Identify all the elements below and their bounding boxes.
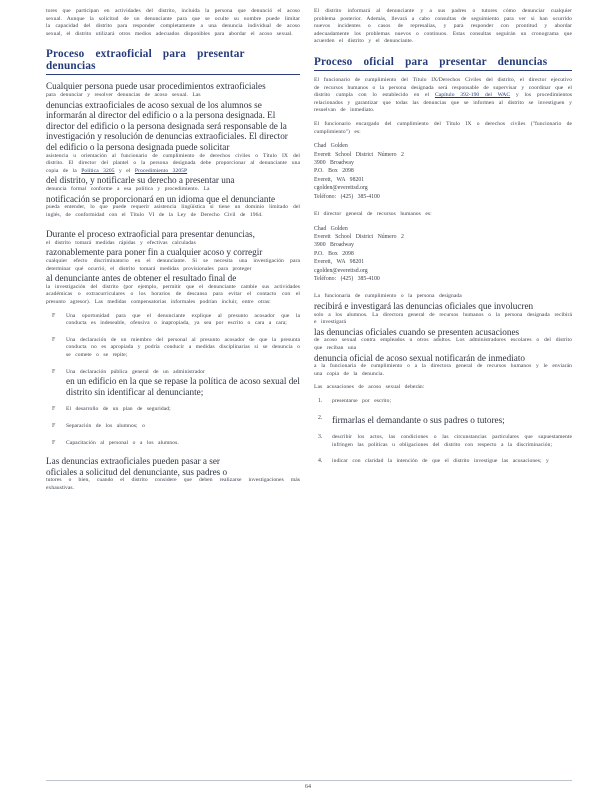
list-item: F Capacitación al personal o a los alumnos. xyxy=(52,439,179,446)
page-number: 64 xyxy=(305,784,311,790)
informal-p1-line: Cualquier persona puede usar procedimientos extraoficiales xyxy=(46,81,266,92)
allegation-requirements-list xyxy=(314,398,572,466)
informal-p2-small2: cualquier efecto discriminatorio en el denunciante. Si se necesita una investigación para determinar qué ocurrió, el distrito tomará medidas provisionales para proteger xyxy=(46,258,300,272)
contact-pobox: P.O. Box 2098 xyxy=(314,168,354,175)
list-item: 4. indicar con claridad la intención de que el distrito investigue las acusaciones; y xyxy=(318,458,549,465)
bullet-marker: F xyxy=(52,406,56,413)
list-item: F Una declaración pública general de un administrador en un edificio en la que se repase la política de acoso sexual del distrito sin identificar al denunciante; xyxy=(52,368,300,397)
list-item: F Una oportunidad para que el denunciante explique al presunto acosador que la conducta es indeseable, ofensiva o inapropiada, ya sea por escrito o cara a cara; xyxy=(52,312,300,327)
list-item: F Separación de los alumnos; o xyxy=(52,422,145,429)
formal-q4-small3: de acoso sexual contra empleados u otros adultos. Los administradores escolares o del distrito que reciban una xyxy=(314,337,572,351)
contact-block-compliance xyxy=(314,142,572,201)
heading-rule xyxy=(314,70,572,71)
list-item: 1. presentarse por escrito; xyxy=(318,397,392,404)
formal-q1: El funcionario de cumplimiento del Título IX/Derechos Civiles del distrito, el director ejecutivo de recursos humanos o la persona designada será responsable de supervisar y coordinar que el distrito cumpla con lo establecido en el Capítulo 392-190 del WAC y los procedimientos relacionados y garantizar que todas las denuncias que se informen al distrito se investiguen y resuelvan de inmediato. xyxy=(314,76,573,114)
bullet-marker: F xyxy=(52,368,56,375)
left-column xyxy=(46,8,300,493)
list-number: 4. xyxy=(318,458,323,465)
informal-p1-small-3: denuncia formal conforme a esa política y procedimiento. La xyxy=(46,185,210,192)
formal-q4-small2: solo a los alumnos. La directora general de recursos humanos o la persona designada recibirá e investigará xyxy=(314,311,572,326)
formal-process-heading: Proceso oficial para presentar denuncias xyxy=(314,55,548,68)
informal-measures-list xyxy=(46,313,300,448)
formal-q4-large2: las denuncias oficiales cuando se presenten acusaciones xyxy=(314,326,520,337)
list-number: 3. xyxy=(318,434,323,441)
contact-email[interactable]: cgolden@everettsd.org xyxy=(314,267,368,274)
formal-q4-large1: recibirá e investigará las denuncias oficiales que involucren xyxy=(314,301,534,311)
procedure-3205p-link[interactable]: Procedimiento 3205P xyxy=(134,167,188,174)
contact-phone: Teléfono: (425) 385-4100 xyxy=(314,193,380,200)
formal-q2: El funcionario encargado del cumplimiento del Título IX o derechos civiles ("funcionario de cumplimiento") es: xyxy=(314,120,572,135)
informal-p1-large-2: del distrito, y notificarle su derecho a presentar una xyxy=(46,175,235,186)
informal-p2-line2: razonablemente para poner fin a cualquier acoso y corregir xyxy=(46,247,263,258)
formal-q4-small4: a la funcionaria de cumplimiento o a la directora general de recursos humanos y le enviarán una copia de la denuncia. xyxy=(314,363,572,377)
right-column xyxy=(314,8,572,475)
right-intro-paragraph: El distrito informará al denunciante y a sus padres o tutores cómo denunciar cualquier problema posterior. Además, llevará a cabo consultas de seguimiento para ver si han ocurrido nuevos incidentes o casos de represalias, y para responder con prontitud y abordar adecuadamente los problemas nuevos o continuos. Estas consultas seguirán un cronograma que acuerden el distrito y el denunciante. xyxy=(314,8,572,45)
contact-city: Everett, WA 98201 xyxy=(314,259,365,266)
informal-p1-small-4: pueda entender, lo que puede requerir asistencia lingüística si tiene un dominio limitado del inglés, de conformidad con el Título VI de la Ley de Derecho Civil de 1964. xyxy=(46,204,300,218)
contact-city: Everett, WA 98201 xyxy=(314,176,365,183)
contact-pobox: P.O. Box 2098 xyxy=(314,250,354,257)
bullet-marker: F xyxy=(52,336,56,343)
contact-org: Everett School District Número 2 xyxy=(314,151,404,158)
informal-p3-line2: oficiales a solicitud del denunciante, sus padres o xyxy=(46,466,228,477)
bullet-marker: F xyxy=(52,312,56,319)
formal-q4-large3: denuncia oficial de acoso sexual notificarán de inmediato xyxy=(314,352,525,363)
policy-3205-link[interactable]: Política 3205 xyxy=(81,167,115,174)
list-item: F El desarrollo de un plan de seguridad; xyxy=(52,406,171,413)
contact-phone: Teléfono: (425) 385-4100 xyxy=(314,276,380,282)
informal-p1-large: denuncias extraoficiales de acoso sexual de los alumnos se informarán al director del edificio o a la persona designada. El director del edificio o la persona designada será responsable de la investigación y resolución de denuncias extraoficiales. El director del edificio o la persona designada puede solicitar xyxy=(46,99,288,152)
list-item: 2. firmarlas el demandante o sus padres o tutores; xyxy=(318,414,505,425)
list-item: F Una declaración de un miembro del personal al presunto acosador de que la presunta conducta no es apropiada y podría conducir a medidas disciplinarias si se denuncia o se comete o se repite; xyxy=(52,336,300,358)
heading-rule xyxy=(46,74,300,75)
contact-street: 3900 Broadway xyxy=(314,159,354,166)
contact-name: Chad Golden xyxy=(314,225,348,232)
contact-name: Chad Golden xyxy=(314,143,348,150)
informal-p3-line1: Las denuncias extraoficiales pueden pasar a ser xyxy=(46,456,220,467)
informal-p1-small: para denunciar y resolver denuncias de acoso sexual. Las xyxy=(46,91,201,98)
bullet-marker: F xyxy=(52,439,56,446)
informal-p2-line3: al denunciante antes de obtener el resultado final de xyxy=(46,273,237,284)
bullet-marker: F xyxy=(52,422,56,429)
formal-q3: El director general de recursos humanos es: xyxy=(314,210,432,217)
informal-p2-small3: la investigación del distrito (por ejemplo, permitir que el denunciante cambie sus actividades académicas o extracurriculares o los horarios de descanso para evitar el contacto con el presunto agresor). Las medidas compensatorias informales podrían incluir, entre otras: xyxy=(46,283,300,306)
informal-process-heading: Proceso extraoficial para presentar denuncias xyxy=(46,48,245,73)
informal-p2-line1: Durante el proceso extraoficial para presentar denuncias, xyxy=(46,229,255,240)
contact-email[interactable]: cgolden@everettsd.org xyxy=(314,185,368,192)
list-number: 2. xyxy=(318,414,323,421)
contact-street: 3900 Broadway xyxy=(314,242,354,249)
footer-rule xyxy=(46,780,572,781)
informal-p3-small: tutores o bien, cuando el distrito considere que deben realizarse investigaciones más exhaustivas. xyxy=(46,477,300,491)
formal-q4-small1: La funcionaria de cumplimiento o la persona designada xyxy=(314,293,462,300)
list-number: 1. xyxy=(318,397,323,404)
informal-p2-small1: el distrito tomará medidas rápidas y efectivas calculadas xyxy=(46,239,196,246)
contact-block-hr xyxy=(314,225,572,284)
left-intro-paragraph: tores que participan en actividades del distrito, incluida la persona que denunció el acoso sexual. Aunque la solicitud de un denunciante para que se oculte su nombre puede limitar la capacidad del distrito para responder completamente a una denuncia individual de acoso sexual, el distrito utilizará otros medios adecuados disponibles para abordar el acoso sexual. xyxy=(46,8,300,37)
informal-p1-small-2: asistencia u orientación al funcionario de cumplimiento de derechos civiles o Título IX del distrito. El director del plantel o la persona designada debe proporcionar al denunciante una copia de la Política 3205 y el Procedimiento 3205P xyxy=(46,152,300,174)
wac-392-190-link[interactable]: Capítulo 392-190 del WAC xyxy=(434,92,511,99)
list-item: 3. describir los actos, las condiciones o las circunstancias particulares que supuestamente infringen las políticas u obligaciones del distrito con respecto a la discriminación; xyxy=(318,434,572,448)
contact-org: Everett School District Número 2 xyxy=(314,233,404,240)
informal-p1-large-3: notificación se proporcionará en un idioma que el denunciante xyxy=(46,193,276,204)
formal-q5: Las acusaciones de acoso sexual deberán: xyxy=(314,384,425,391)
